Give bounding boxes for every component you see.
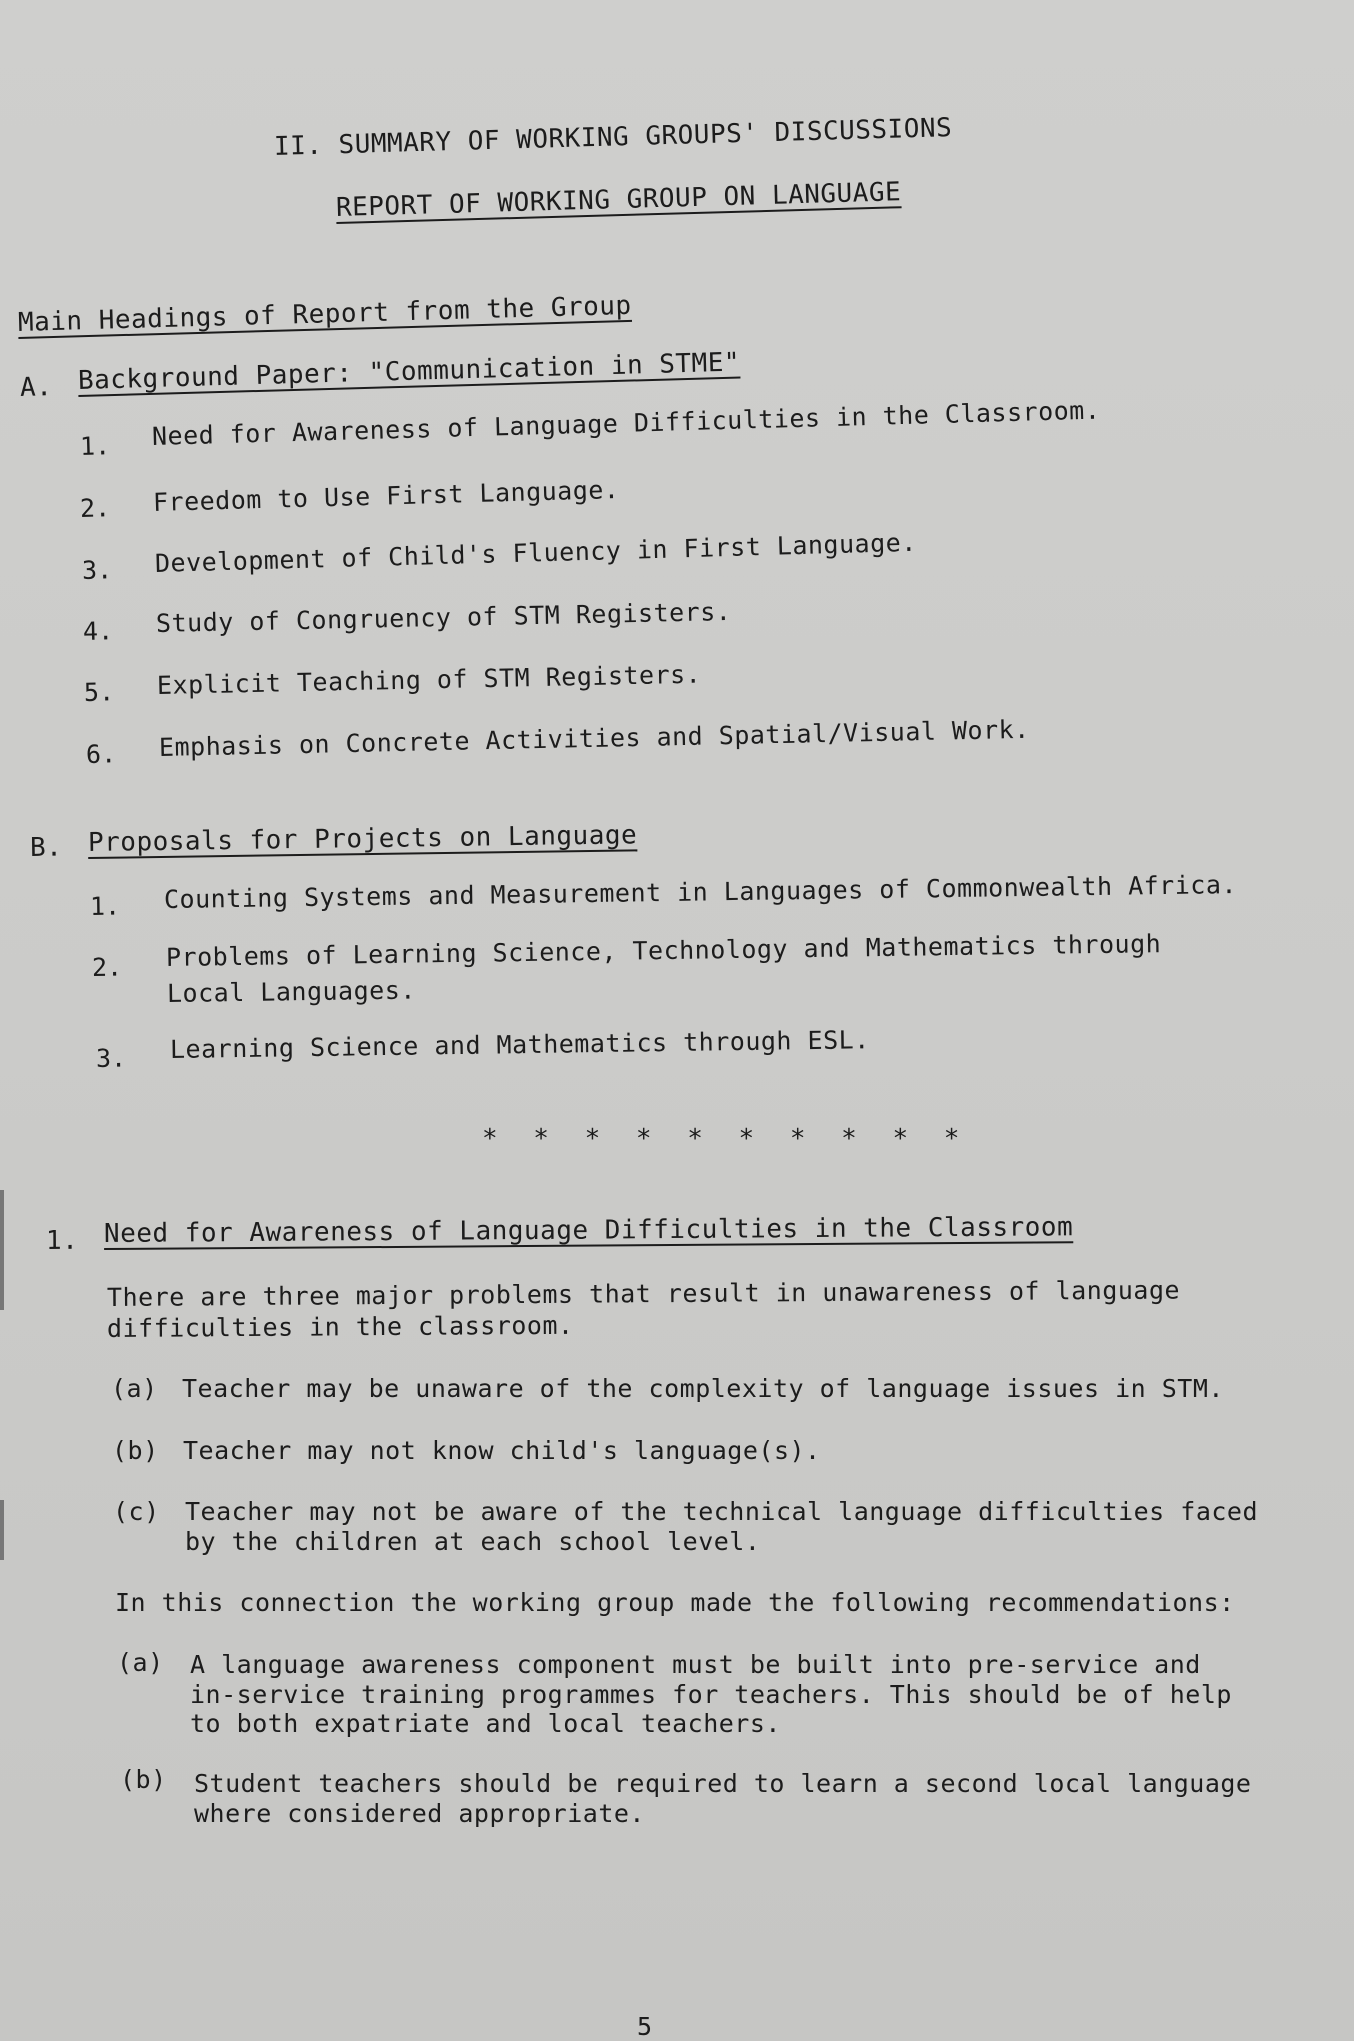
main-headings-title: Main Headings of Report from the Group [17,290,633,338]
recommendations-intro: In this connection the working group made the following recommendations: [115,1588,1235,1617]
recommendation-text: A language awareness component must be built into pre-service and [190,1650,1201,1679]
page-number: 5 [637,2012,653,2041]
list-item: Learning Science and Mathematics through ESL. [169,1025,870,1064]
problem-text: Teacher may not know child's language(s). [183,1436,821,1465]
recommendation-label: (a) [117,1648,164,1677]
problem-text-continued: by the children at each school level. [185,1527,761,1556]
recommendation-text-continued: to both expatriate and local teachers. [190,1709,781,1738]
recommendation-text-continued: in-service training programmes for teachers. This should be of help [190,1680,1232,1709]
list-item: Need for Awareness of Language Difficulties in the Classroom. [151,395,1101,451]
recommendation-text-continued: where considered appropriate. [194,1799,645,1828]
recommendation-label: (b) [120,1765,167,1794]
recommendation-text: Student teachers should be required to learn a second local language [194,1769,1252,1798]
list-item: Emphasis on Concrete Activities and Spatial/Visual Work. [158,714,1030,762]
list-number: 3. [81,555,113,585]
section-1-title: Need for Awareness of Language Difficulties in the Classroom [103,1212,1074,1249]
list-number: 5. [83,677,115,707]
problem-text: Teacher may not be aware of the technical language difficulties faced [185,1497,1259,1526]
list-number: 2. [79,493,111,523]
list-item: Explicit Teaching of STM Registers. [156,659,702,700]
section-b-title: Proposals for Projects on Language [87,820,638,858]
list-number: 4. [82,616,114,646]
report-title: REPORT OF WORKING GROUP ON LANGUAGE [335,177,902,223]
intro-paragraph: difficulties in the classroom. [106,1310,574,1343]
binding-edge [0,1500,4,1560]
problem-label: (b) [112,1436,159,1465]
binding-edge [0,1190,4,1310]
list-number: 1. [89,891,121,921]
problem-text: Teacher may be unaware of the complexity of language issues in STM. [182,1374,1224,1403]
section-a-title: Background Paper: "Communication in STME" [77,347,741,396]
intro-paragraph: There are three major problems that result in unawareness of language [106,1275,1181,1312]
list-item: Counting Systems and Measurement in Languages of Commonwealth Africa. [163,870,1238,914]
section-a-letter: A. [19,372,53,403]
list-number: 2. [91,952,123,982]
list-number: 6. [85,739,117,769]
list-item: Study of Congruency of STM Registers. [155,596,732,638]
list-item: Development of Child's Fluency in First Language. [154,527,918,578]
section-title: II. SUMMARY OF WORKING GROUPS' DISCUSSIONS [273,113,953,162]
problem-label: (a) [111,1374,158,1403]
list-item-continued: Local Languages. [166,975,417,1008]
problem-label: (c) [113,1497,160,1526]
list-item: Freedom to Use First Language. [152,474,620,517]
list-item: Problems of Learning Science, Technology and Mathematics through [165,929,1162,972]
list-number: 3. [95,1043,127,1073]
section-1-number: 1. [45,1225,79,1256]
section-b-letter: B. [29,832,63,863]
separator-stars: * * * * * * * * * * [482,1124,970,1154]
list-number: 1. [79,431,111,461]
